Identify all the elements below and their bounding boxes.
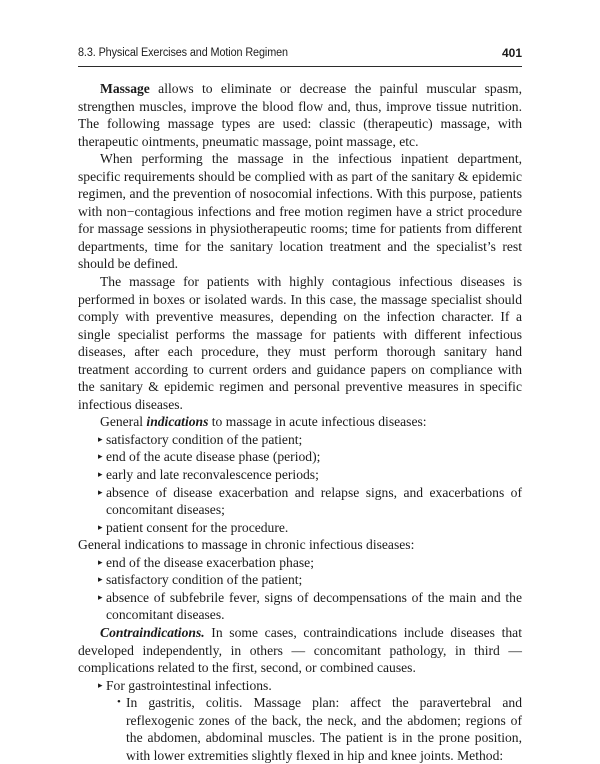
paragraph-massage-body: allows to eliminate or decrease the painful muscular spasm, strengthen muscles, improve the blood flow and, thus, improve tissue nutrition. The following massage types are used: classic (therapeutic) massage, with therapeutic ointments, pneumatic massage, point massage, etc. — [78, 81, 522, 149]
list-item-text: For gastrointestinal infections. — [106, 677, 272, 693]
list-item — [78, 677, 522, 695]
list-item-text: absence of disease exacerbation and relapse signs, and exacerbations of concomitant diseases; — [106, 484, 522, 518]
running-head-section-title: 8.3. Physical Exercises and Motion Regimen — [78, 47, 288, 59]
acute-intro-post: to massage in acute infectious diseases: — [208, 414, 427, 430]
paragraph-contraindications-body: In some cases, contraindications include diseases that developed independently, in others — concomitant pathology, in third — complications related to the first, second, or combined causes. — [78, 624, 522, 676]
list-item — [78, 448, 522, 466]
list-item — [78, 571, 522, 589]
list-item — [78, 466, 522, 484]
triangle-bullet-icon: ▸ — [98, 469, 103, 480]
list-item-text: satisfactory condition of the patient; — [106, 431, 303, 447]
triangle-bullet-icon: ▸ — [98, 574, 103, 585]
list-item-text: absence of subfebrile fever, signs of decompensations of the main and the concomitant diseases. — [106, 589, 522, 623]
gastrointestinal-list — [78, 677, 522, 695]
paragraph-performing: When performing the massage in the infectious inpatient department, specific requirements should be complied with as part of the sanitary & epidemic regimen, and the prevention of nosocomial infections. With this purpose, patients with non−contagious infections and free motion regimen have a strict procedure for massage sessions in physiotherapeutic rooms; time for patients from different departments, time for the sanitary location treatment and the specialist’s rest should be defined. — [78, 151, 522, 272]
chronic-indications-list — [78, 554, 522, 624]
triangle-bullet-icon: ▸ — [98, 591, 103, 602]
running-head — [78, 46, 495, 68]
list-item-text: end of the disease exacerbation phase; — [106, 554, 314, 570]
list-item-text: patient consent for the procedure. — [106, 519, 289, 535]
page-number: 401 — [501, 46, 522, 60]
list-item — [78, 694, 522, 764]
list-item — [78, 431, 522, 449]
list-item-text: end of the acute disease phase (period); — [106, 449, 321, 465]
massage-term: Massage — [100, 81, 150, 96]
gastrointestinal-sublist — [78, 694, 522, 764]
acute-intro-pre: General — [100, 414, 147, 430]
triangle-bullet-icon: ▸ — [98, 556, 103, 567]
text-column — [78, 80, 522, 764]
list-item-text: In gastritis, colitis. Massage plan: affect the paravertebral and reflexogenic zones of the back, the neck, and the abdomen; regions of the abdomen, abdominal muscles. The patient is in the prone position, with lower extremities slightly flexed in hip and knee joints. Method: — [126, 695, 522, 763]
triangle-bullet-icon: ▸ — [98, 451, 103, 462]
contraindications-term: Contraindications. — [100, 624, 205, 640]
acute-indications-intro — [78, 413, 522, 431]
running-head-rule — [78, 66, 522, 67]
list-item — [78, 589, 522, 624]
indications-term: indications — [146, 414, 209, 430]
triangle-bullet-icon: ▸ — [98, 521, 103, 532]
triangle-bullet-icon: ▸ — [98, 486, 103, 497]
triangle-bullet-icon: ▸ — [98, 433, 103, 444]
list-item — [78, 554, 522, 572]
paragraph-contagious: The massage for patients with highly contagious infectious diseases is performed in boxes or isolated wards. In this case, the massage specialist should comply with preventive measures, depending on the infection character. If a single specialist performs the massage for patients with different infectious diseases, after each procedure, they must perform thorough sanitary hand treatment according to current orders and guidance papers on compliance with the sanitary & epidemic regimen and personal preventive measures in specific infectious diseases. — [78, 274, 522, 412]
list-item — [78, 484, 522, 519]
acute-indications-list — [78, 431, 522, 536]
list-item-text: satisfactory condition of the patient; — [106, 572, 303, 588]
chronic-indications-intro: General indications to massage in chronic infectious diseases: — [78, 537, 415, 553]
paragraph-massage — [78, 80, 522, 150]
list-item — [78, 519, 522, 537]
triangle-bullet-icon: ▸ — [98, 679, 103, 690]
paragraph-contraindications — [78, 624, 522, 677]
round-bullet-icon: • — [117, 696, 121, 709]
list-item-text: early and late reconvalescence periods; — [106, 467, 319, 483]
